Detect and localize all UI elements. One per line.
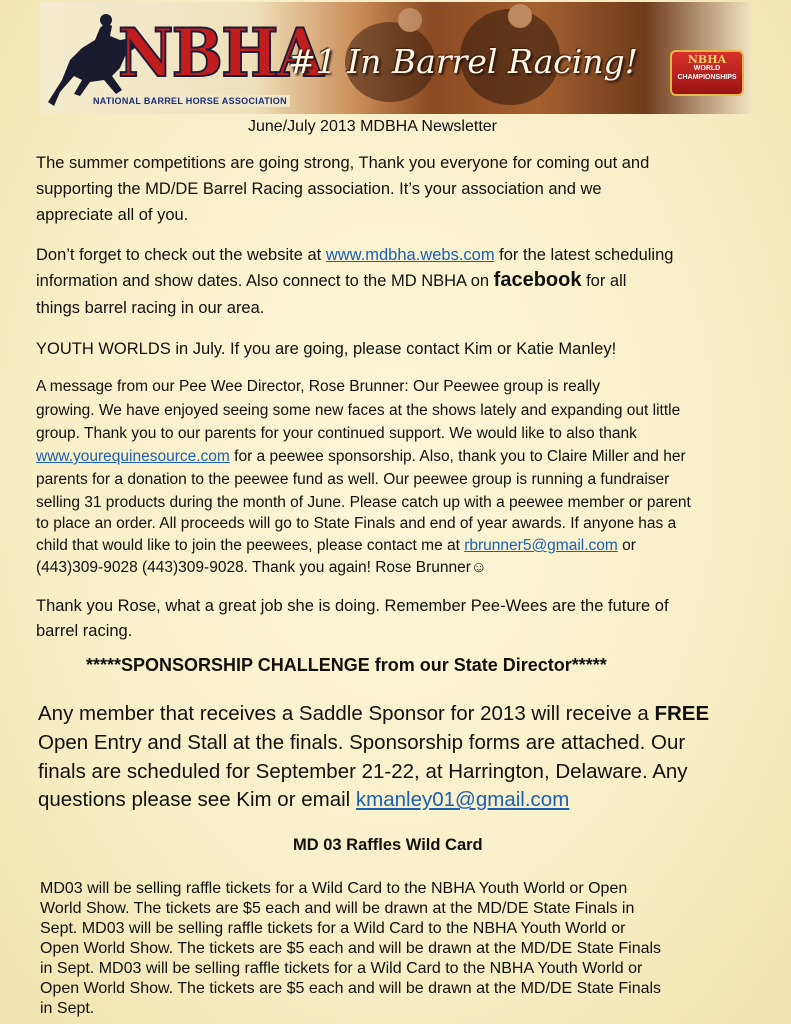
kmanley-email-link[interactable]: kmanley01@gmail.com — [355, 788, 570, 811]
badge-line-2: WORLD — [693, 65, 721, 72]
website-line-2-text-a: information and show dates. Also connect to the MD NBHA on — [36, 272, 494, 290]
raffle-line: Open World Show. The tickets are $5 each and will be drawn at the MD/DE State Finals — [40, 940, 662, 957]
free-label: FREE — [654, 702, 710, 725]
peewee-line-2: growing. We have enjoyed seeing some new faces at the shows lately and expanding out little — [36, 402, 681, 419]
slogan: #1 In Barrel Racing! — [288, 42, 638, 81]
peewee-line-9: (443)309-9028 (443)309-9028. Thank you again! Rose Brunner☺ — [36, 559, 487, 576]
raffle-line: World Show. The tickets are $5 each and will be drawn at the MD/DE State Finals in — [40, 900, 635, 917]
website-line-2-text-b: for all — [581, 272, 627, 290]
website-text-a: Don’t forget to check out the website at — [36, 246, 326, 264]
newsletter-title: June/July 2013 MDBHA Newsletter — [248, 118, 497, 135]
association-name: NATIONAL BARREL HORSE ASSOCIATION — [90, 95, 290, 107]
raffle-line: Sept. MD03 will be selling raffle tickets for a Wild Card to the NBHA Youth World or — [40, 920, 626, 937]
peewee-line-4 — [36, 445, 686, 468]
sponsorship-heading: *****SPONSORSHIP CHALLENGE from our State Director***** — [86, 655, 607, 675]
peewee-line-4-text: for a peewee sponsorship. Also, thank you to Claire Miller and her — [229, 448, 686, 465]
sponsorship-line-4 — [38, 786, 569, 814]
intro-line-1: The summer competitions are going strong, Thank you everyone for coming out and — [36, 154, 650, 172]
world-championships-badge — [670, 50, 744, 96]
intro-line-2: supporting the MD/DE Barrel Racing association. It’s your association and we — [36, 180, 602, 198]
peewee-line-1: A message from our Pee Wee Director, Rose Brunner: Our Peewee group is really — [36, 378, 601, 395]
rbrunner-email-link[interactable]: rbrunner5@gmail.com — [464, 537, 618, 554]
nbha-logo: NBHA — [118, 14, 322, 92]
peewee-line-3: group. Thank you to our parents for your continued support. We would like to also thank — [36, 425, 637, 442]
peewee-line-5: parents for a donation to the peewee fund as well. Our peewee group is running a fundraiser — [36, 471, 670, 488]
sponsorship-line-1 — [38, 700, 709, 728]
website-line-3: things barrel racing in our area. — [36, 299, 265, 317]
yourequinesource-link[interactable]: www.yourequinesource.com — [36, 448, 230, 465]
sponsorship-line-3: finals are scheduled for September 21-22, at Harrington, Delaware. Any — [38, 760, 688, 783]
peewee-line-8-text-a: child that would like to join the peewees, please contact me at — [36, 537, 465, 554]
sponsorship-line-4-text: questions please see Kim or email — [38, 788, 356, 811]
rose-line-2: barrel racing. — [36, 622, 133, 640]
website-line-2 — [36, 269, 626, 293]
raffle-line: in Sept. MD03 will be selling raffle tickets for a Wild Card to the NBHA Youth World or — [40, 960, 643, 977]
rose-line-1: Thank you Rose, what a great job she is doing. Remember Pee-Wees are the future of — [36, 597, 669, 615]
intro-line-3: appreciate all of you. — [36, 206, 189, 224]
website-line-1 — [36, 244, 673, 267]
website-link[interactable]: www.mdbha.webs.com — [325, 246, 495, 264]
website-text-b: for the latest scheduling — [494, 246, 674, 264]
sponsorship-line-2: Open Entry and Stall at the finals. Sponsorship forms are attached. Our — [38, 731, 686, 754]
youth-worlds-text: YOUTH WORLDS in July. If you are going, please contact Kim or Katie Manley! — [36, 340, 617, 358]
raffle-line: MD03 will be selling raffle tickets for a Wild Card to the NBHA Youth World or Open — [40, 880, 628, 897]
peewee-line-8 — [36, 534, 636, 557]
badge-title: NBHA — [687, 53, 727, 66]
raffle-heading: MD 03 Raffles Wild Card — [293, 836, 483, 854]
peewee-line-8-text-b: or — [617, 537, 636, 554]
peewee-line-7: to place an order. All proceeds will go to State Finals and end of year awards. If anyone has a — [36, 515, 677, 532]
sponsorship-line-1-text: Any member that receives a Saddle Sponsor for 2013 will receive a — [38, 702, 655, 725]
facebook-label: facebook — [493, 269, 582, 291]
raffle-line: in Sept. — [40, 1000, 95, 1017]
header-banner — [40, 2, 752, 114]
badge-line-3: CHAMPIONSHIPS — [677, 74, 737, 81]
peewee-line-6: selling 31 products during the month of June. Please catch up with a peewee member or parent — [36, 494, 691, 511]
raffle-line: Open World Show. The tickets are $5 each and will be drawn at the MD/DE State Finals — [40, 980, 662, 997]
